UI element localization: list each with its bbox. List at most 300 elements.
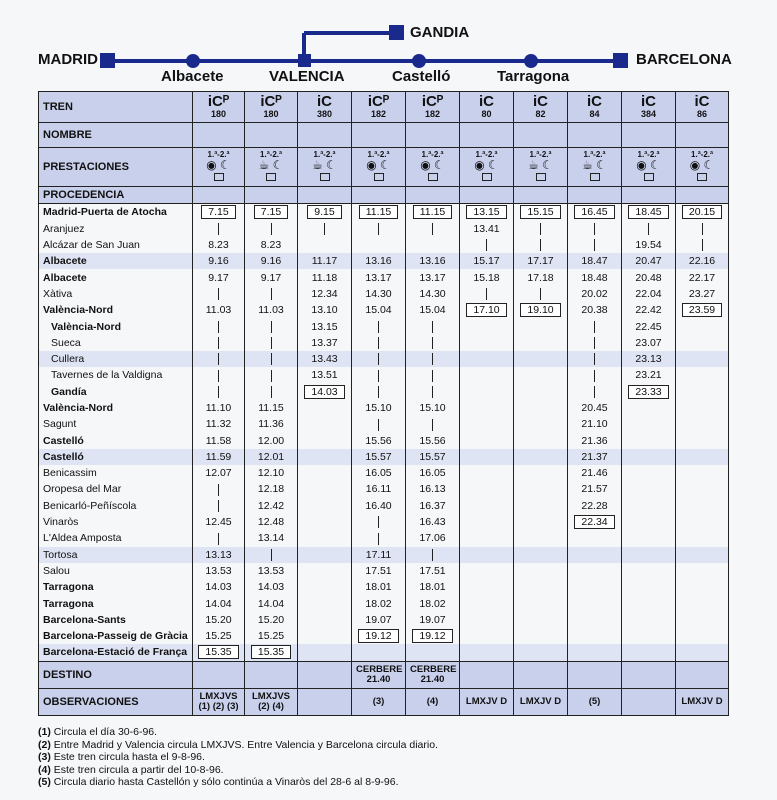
time-cell [298, 530, 352, 546]
boxed-time: 23.59 [682, 303, 722, 317]
time: 16.40 [365, 499, 392, 512]
time-cell [514, 400, 568, 416]
station-name: Tavernes de la Valdigna [39, 367, 193, 383]
time-cell [676, 253, 729, 269]
time-cell [352, 465, 406, 481]
time: 8.23 [260, 239, 282, 252]
time: 12.07 [205, 467, 232, 480]
seat-icon [266, 173, 276, 181]
time-cell [568, 644, 622, 661]
time-cell [352, 351, 406, 367]
time-cell [676, 400, 729, 416]
time-cell [352, 335, 406, 351]
pass-through-line [432, 337, 433, 349]
time-cell [352, 221, 406, 237]
time-cell [406, 563, 460, 579]
procedencia-cell [622, 187, 676, 204]
time-cell [676, 547, 729, 563]
time-cell [193, 221, 245, 237]
time: 12.01 [257, 450, 285, 463]
station-name: Castelló [39, 432, 193, 448]
time-cell [676, 612, 729, 628]
observaciones-cell: LMXJV D [676, 688, 729, 715]
time-cell [676, 269, 729, 285]
seat-icon [590, 173, 600, 181]
time: 13.51 [311, 369, 338, 382]
pass-through-line [324, 223, 325, 235]
time-cell [406, 351, 460, 367]
train-brand: iCᴾ [260, 93, 282, 110]
time-cell [245, 644, 298, 661]
time-cell [298, 465, 352, 481]
time-cell [514, 449, 568, 465]
prestaciones-row [39, 148, 729, 187]
station-name: Tortosa [39, 547, 193, 563]
pass-through-line [218, 223, 219, 235]
pass-through-line [594, 370, 595, 382]
time-cell [245, 612, 298, 628]
pass-through-line [432, 353, 433, 365]
station-row [39, 465, 729, 481]
time: 22.04 [635, 287, 662, 300]
pass-through-line [594, 337, 595, 349]
time-cell [676, 367, 729, 383]
city-tarragona: Tarragona [497, 68, 570, 85]
seat-icon [214, 173, 224, 181]
time: 15.10 [419, 402, 446, 414]
time-cell [352, 237, 406, 253]
time-cell [676, 644, 729, 661]
time-cell [622, 351, 676, 367]
station-row [39, 221, 729, 237]
train-number: 86 [696, 109, 707, 119]
time-cell [676, 530, 729, 546]
station-row [39, 579, 729, 595]
time-cell [568, 335, 622, 351]
time-cell [406, 514, 460, 530]
train-0 [193, 92, 245, 123]
time-cell [193, 335, 245, 351]
time-cell [193, 237, 245, 253]
station-name: Tarragona [39, 595, 193, 611]
time-cell [514, 221, 568, 237]
pass-through-line [271, 337, 272, 349]
nombre-cell [406, 123, 460, 148]
time: 22.17 [688, 271, 716, 284]
pass-through-line [594, 353, 595, 365]
time-cell [676, 481, 729, 497]
station-row [39, 400, 729, 416]
tren-label: TREN [39, 92, 193, 123]
time-cell [514, 253, 568, 269]
pass-through-line [540, 223, 541, 235]
time: 16.05 [365, 467, 392, 480]
class-label: 1.ª-2.ª [260, 149, 282, 159]
time-cell [514, 514, 568, 530]
pass-through-line [218, 321, 219, 333]
time: 17.18 [527, 271, 554, 284]
time-cell [245, 221, 298, 237]
time: 13.16 [365, 255, 392, 268]
time-cell [406, 579, 460, 595]
time-cell [460, 579, 514, 595]
time: 15.25 [205, 630, 232, 643]
pass-through-line [218, 288, 219, 300]
time-cell [460, 449, 514, 465]
time-cell [352, 269, 406, 285]
station-row [39, 498, 729, 514]
time-cell [298, 628, 352, 644]
time-cell [406, 595, 460, 611]
pass-through-line [378, 419, 379, 431]
time-cell [245, 449, 298, 465]
destino-cell [622, 661, 676, 688]
time-cell [406, 221, 460, 237]
time-cell [406, 237, 460, 253]
time: 20.48 [635, 271, 662, 284]
time-cell [622, 612, 676, 628]
time-cell [245, 563, 298, 579]
time-cell [193, 547, 245, 563]
time-cell [460, 204, 514, 221]
time-cell [676, 384, 729, 400]
time-cell [352, 612, 406, 628]
time-cell [298, 351, 352, 367]
pass-through-line [378, 223, 379, 235]
time-cell [622, 432, 676, 448]
seat-icon [482, 173, 492, 181]
time: 11.17 [311, 255, 338, 268]
time: 14.30 [419, 287, 446, 300]
time: 11.10 [205, 402, 232, 414]
services-cell [352, 148, 406, 187]
time-cell [298, 367, 352, 383]
time-cell [298, 481, 352, 497]
seat-icon [536, 173, 546, 181]
pass-through-line [218, 353, 219, 365]
time-cell [352, 481, 406, 497]
pass-through-line [271, 321, 272, 333]
time-cell [676, 302, 729, 318]
time-cell [406, 335, 460, 351]
time-cell [676, 563, 729, 579]
time: 14.03 [257, 581, 285, 594]
time-cell [193, 416, 245, 432]
time-cell [676, 416, 729, 432]
footnote-text: Circula el día 30-6-96. [50, 726, 158, 738]
pass-through-line [218, 337, 219, 349]
time: 21.10 [581, 418, 608, 431]
time-cell [622, 514, 676, 530]
pass-through-line [594, 239, 595, 251]
station-row [39, 644, 729, 661]
train-brand: iCᴾ [367, 93, 390, 110]
service-icons: ◉ ☾ [366, 157, 391, 172]
class-label: 1.ª-2.ª [529, 149, 552, 159]
time-cell [245, 595, 298, 611]
time-cell [460, 498, 514, 514]
station-name: València-Nord [39, 400, 193, 416]
footnote-ref: (3) [38, 751, 51, 763]
boxed-time: 7.15 [201, 205, 235, 219]
madrid-terminal-marker [100, 53, 115, 68]
train-number: 380 [316, 109, 333, 119]
time-cell [193, 481, 245, 497]
station-row [39, 530, 729, 546]
footnote-ref: (2) [38, 738, 51, 751]
time-cell [245, 465, 298, 481]
time: 18.01 [419, 581, 446, 594]
time-cell [245, 335, 298, 351]
time: 15.56 [365, 434, 392, 447]
time-cell [622, 237, 676, 253]
station-row [39, 335, 729, 351]
procedencia-cell [352, 187, 406, 204]
time: 13.10 [311, 304, 338, 317]
services-cell [245, 148, 298, 187]
train-number: 182 [370, 109, 387, 119]
station-name: Tarragona [39, 579, 193, 595]
time: 15.17 [473, 255, 500, 268]
time: 22.45 [635, 320, 662, 333]
time-cell [568, 612, 622, 628]
station-name: Gandía [39, 384, 193, 400]
time: 14.04 [205, 597, 232, 610]
nombre-cell [622, 123, 676, 148]
service-icons: ◉ ☾ [474, 157, 499, 172]
time-cell [568, 384, 622, 400]
seat-icon [374, 173, 384, 181]
time-cell [622, 253, 676, 269]
footnotes [38, 726, 438, 789]
footnote [38, 751, 438, 764]
time-cell [298, 449, 352, 465]
time-cell [406, 253, 460, 269]
time-cell [298, 514, 352, 530]
time-cell [298, 547, 352, 563]
time-cell [514, 351, 568, 367]
service-icons: ◉ ☾ [689, 157, 715, 172]
station-row [39, 286, 729, 302]
station-name: L'Aldea Amposta [39, 530, 193, 546]
time-cell [622, 221, 676, 237]
time: 20.02 [581, 287, 608, 300]
station-name: València-Nord [39, 302, 193, 318]
time-cell [298, 563, 352, 579]
time-cell [622, 335, 676, 351]
time: 15.20 [257, 613, 285, 626]
time-cell [193, 302, 245, 318]
station-row [39, 318, 729, 334]
nombre-cell [568, 123, 622, 148]
time: 23.27 [688, 287, 716, 300]
time-cell [193, 530, 245, 546]
tren-row [39, 92, 729, 123]
city-castello: Castelló [392, 68, 451, 85]
services-cell [622, 148, 676, 187]
prestaciones-label: PRESTACIONES [39, 148, 193, 187]
city-gandia: GANDIA [410, 24, 470, 41]
time-cell [622, 579, 676, 595]
station-name: Alcázar de San Juan [39, 237, 193, 253]
time-cell [568, 465, 622, 481]
boxed-time: 18.45 [628, 205, 668, 219]
time-cell [298, 253, 352, 269]
station-row [39, 237, 729, 253]
time-cell [568, 286, 622, 302]
valencia-junction-marker [298, 54, 311, 67]
time-cell [460, 644, 514, 661]
time-cell [245, 384, 298, 400]
time-cell [245, 351, 298, 367]
time-cell [622, 563, 676, 579]
train-brand: iCᴾ [421, 93, 444, 110]
time-cell [460, 384, 514, 400]
time-cell [622, 465, 676, 481]
observaciones-cell: LMXJVS (2) (4) [245, 688, 298, 715]
nombre-cell [352, 123, 406, 148]
time: 15.18 [473, 271, 500, 284]
time-cell [676, 498, 729, 514]
time-cell [406, 269, 460, 285]
time-cell [514, 367, 568, 383]
time: 15.56 [419, 434, 446, 447]
time-cell [568, 302, 622, 318]
time-cell [298, 595, 352, 611]
time-cell [193, 644, 245, 661]
time: 18.02 [419, 597, 446, 610]
time: 8.23 [208, 239, 229, 252]
time-cell [676, 595, 729, 611]
time-cell [568, 351, 622, 367]
station-row [39, 416, 729, 432]
time-cell [514, 384, 568, 400]
procedencia-cell [406, 187, 460, 204]
time-cell [245, 628, 298, 644]
destino-cell [676, 661, 729, 688]
time: 22.28 [581, 499, 608, 512]
station-name: Barcelona-Estació de França [39, 644, 193, 661]
time-cell [193, 384, 245, 400]
time-cell [514, 465, 568, 481]
train-brand: iC [479, 93, 494, 110]
time-cell [622, 595, 676, 611]
time: 9.17 [260, 271, 282, 284]
pass-through-line [218, 484, 219, 496]
time-cell [460, 530, 514, 546]
time-cell [298, 204, 352, 221]
station-name: Salou [39, 563, 193, 579]
destino-cell: CERBERE 21.40 [352, 661, 406, 688]
station-row [39, 547, 729, 563]
time-cell [406, 465, 460, 481]
train-7 [568, 92, 622, 123]
time-cell [352, 547, 406, 563]
time-cell [514, 481, 568, 497]
time-cell [514, 498, 568, 514]
pass-through-line [432, 370, 433, 382]
time-cell [568, 563, 622, 579]
observaciones-row [39, 688, 729, 715]
pass-through-line [432, 549, 433, 561]
time: 13.53 [205, 564, 232, 577]
gandia-terminal-marker [389, 25, 404, 40]
time-cell [622, 286, 676, 302]
time-cell [568, 253, 622, 269]
time-cell [193, 286, 245, 302]
pass-through-line [702, 239, 703, 251]
time-cell [352, 644, 406, 661]
time: 13.13 [205, 548, 232, 561]
time: 11.15 [258, 402, 284, 414]
nombre-cell [460, 123, 514, 148]
service-icons: ☕ ☾ [258, 157, 284, 172]
time-cell [298, 416, 352, 432]
station-name: Barcelona-Passeig de Gràcia [39, 628, 193, 644]
boxed-time: 19.12 [412, 629, 452, 643]
time-cell [298, 644, 352, 661]
pass-through-line [432, 386, 433, 398]
time-cell [406, 530, 460, 546]
destino-label: DESTINO [39, 661, 193, 688]
station-name: Benicarló-Peñíscola [39, 498, 193, 514]
station-name: Cullera [39, 351, 193, 367]
time: 20.47 [635, 255, 662, 268]
time: 13.14 [257, 532, 285, 545]
time: 16.37 [419, 499, 446, 512]
station-row [39, 612, 729, 628]
pass-through-line [378, 370, 379, 382]
time-cell [406, 384, 460, 400]
observaciones-cell [298, 688, 352, 715]
time-cell [193, 595, 245, 611]
pass-through-line [486, 239, 487, 251]
observaciones-cell [622, 688, 676, 715]
train-brand: iCᴾ [207, 93, 230, 110]
station-row [39, 514, 729, 530]
pass-through-line [432, 223, 433, 235]
time-cell [676, 286, 729, 302]
time-cell [622, 302, 676, 318]
pass-through-line [271, 288, 272, 300]
time-cell [568, 628, 622, 644]
time: 17.51 [419, 564, 446, 577]
time: 18.47 [581, 255, 608, 268]
nombre-cell [193, 123, 245, 148]
albacete-stop-marker [186, 54, 200, 68]
time: 13.37 [311, 336, 338, 349]
time: 15.20 [205, 613, 232, 626]
time-cell [298, 269, 352, 285]
time: 12.18 [257, 483, 285, 496]
destino-cell [460, 661, 514, 688]
observaciones-label: OBSERVACIONES [39, 688, 193, 715]
destino-row [39, 661, 729, 688]
time: 19.07 [365, 613, 392, 626]
time-cell [460, 612, 514, 628]
train-number: 182 [424, 109, 441, 119]
time-cell [460, 335, 514, 351]
time-cell [352, 416, 406, 432]
time-cell [406, 644, 460, 661]
station-name: Benicassim [39, 465, 193, 481]
time-cell [460, 253, 514, 269]
time-cell [568, 204, 622, 221]
time: 21.37 [581, 450, 608, 463]
pass-through-line [432, 419, 433, 431]
nombre-cell [514, 123, 568, 148]
observaciones-cell: LMXJVS (1) (2) (3) [193, 688, 245, 715]
